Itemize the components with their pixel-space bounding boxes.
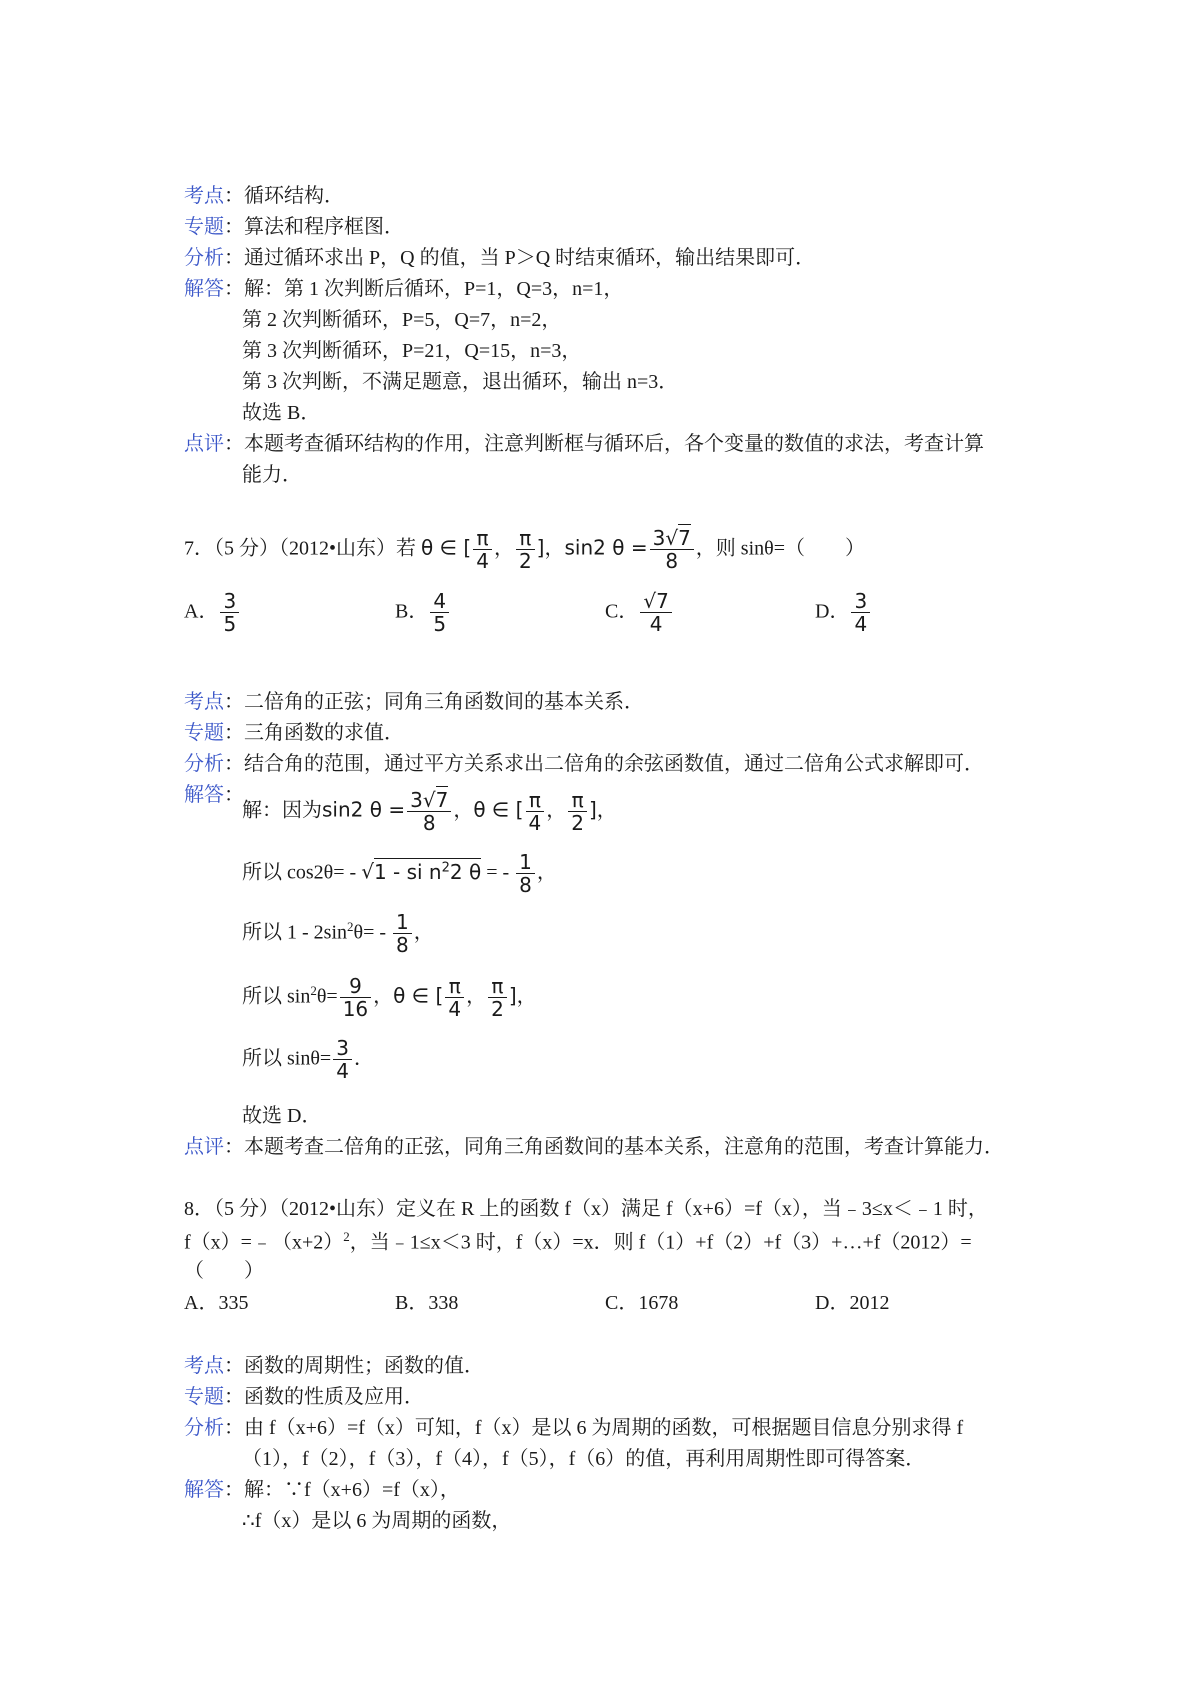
q7-jieda-line-4: 所以 $\sin^2\theta=$ $\frac{9}{16}$ ，θ ∈ [ $\frac{\pi}{4}$ ， $\frac{\pi}{2}$ ]，	[242, 974, 537, 1021]
q7-jieda-line-3: 所以 $1 - 2\sin^2\theta=$ - $\frac{1}{8}$ ，	[242, 910, 434, 957]
q8-kaodian-line: 考点：函数的周期性；函数的值．	[184, 1355, 484, 1377]
zhuanti-label: 专题	[184, 216, 224, 238]
q7-stem: 7．（5 分）（2012•山东）若 θ ∈ [ $\frac{\pi}{4}$ ， $\frac{\pi}{2}$ ]，sin2 θ = $\frac{3√7}{8}$ ，则 sinθ=（ ）	[184, 526, 865, 573]
q6-zhuanti-line: 专题：算法和程序框图．	[184, 216, 404, 238]
q8-option-c: C．1678	[605, 1292, 679, 1314]
q8-zhuanti-line: 专题：函数的性质及应用．	[184, 1386, 424, 1408]
q6-jieda-line-3: 第 3 次判断循环，P=21，Q=15，n=3，	[242, 340, 582, 362]
q8-fenxi-line-1: 分析：由 f（x+6）=f（x）可知，f（x）是以 6 为周期的函数，可根据题目信息分别求得 f	[184, 1417, 964, 1439]
q8-stem-line-1: 8．（5 分）（2012•山东）定义在 R 上的函数 f（x）满足 f（x+6）=f（x），当﹣3≤x＜﹣1 时，	[184, 1198, 988, 1220]
q6-kaodian-text: 循环结构．	[244, 185, 344, 207]
q6-jieda-line-1: 解答：解：第 1 次判断后循环，P=1，Q=3，n=1，	[184, 278, 624, 300]
dianping-label: 点评	[184, 433, 224, 455]
q7-kaodian-line: 考点：二倍角的正弦；同角三角函数间的基本关系．	[184, 691, 644, 713]
q7-option-d: D． $\frac{3}{4}$	[815, 591, 872, 635]
fraction-3sqrt7-8: $\frac{3√7}{8}$	[650, 528, 694, 572]
q7-dianping-line: 点评：本题考查二倍角的正弦，同角三角函数间的基本关系，注意角的范围，考查计算能力．	[184, 1136, 1004, 1158]
q8-stem-line-2: $f(x)=﹣(x+2)^2$，当﹣1≤x＜3 时，f（x）=x．则 f（1）+f（2）+f（3）+…+f（2012）=	[184, 1229, 972, 1254]
q6-jieda-line-4: 第 3 次判断，不满足题意，退出循环，输出 n=3．	[242, 371, 679, 393]
fenxi-label: 分析	[184, 247, 224, 269]
q6-dianping-line-2: 能力．	[242, 464, 302, 486]
q8-jieda-line-2: ∴f（x）是以 6 为周期的函数，	[242, 1510, 512, 1532]
q8-option-d: D．2012	[815, 1292, 890, 1314]
q7-zhuanti-line: 专题：三角函数的求值．	[184, 722, 404, 744]
q6-jieda-line-2: 第 2 次判断循环，P=5，Q=7，n=2，	[242, 309, 562, 331]
q8-stem-line-3: （ ）	[184, 1260, 264, 1282]
q7-option-a: A． $\frac{3}{5}$	[184, 591, 241, 635]
q6-zhuanti-text: 算法和程序框图．	[244, 216, 404, 238]
q7-jieda-line-5: 所以 sinθ= $\frac{3}{4}$ ．	[242, 1036, 374, 1083]
q7-jieda-line-1: 解：因为sin2 θ = $\frac{3√7}{8}$ ，θ ∈ [ $\frac{\pi}{4}$ ， $\frac{\pi}{2}$ ]，	[242, 788, 617, 835]
q6-jieda-line-5: 故选 B．	[242, 402, 321, 424]
q6-fenxi-text: 通过循环求出 P，Q 的值，当 P＞Q 时结束循环，输出结果即可．	[244, 247, 816, 269]
fraction-pi-2: $\frac{\pi}{2}$	[516, 528, 535, 572]
kaodian-label: 考点	[184, 185, 224, 207]
q8-option-b: B．338	[395, 1292, 459, 1314]
q6-fenxi-line: 分析：通过循环求出 P，Q 的值，当 P＞Q 时结束循环，输出结果即可．	[184, 247, 816, 269]
q8-option-a: A．335	[184, 1292, 249, 1314]
q7-option-c: C． $\frac{√7}{4}$	[605, 591, 674, 635]
q7-option-b: B． $\frac{4}{5}$	[395, 591, 451, 635]
q7-jieda-line-2: 所以 cos2θ= - √1 - si $n^22$ θ = - $\frac{1}{8}$ ，	[242, 850, 557, 897]
q7-fenxi-line: 分析：结合角的范围，通过平方关系求出二倍角的余弦函数值，通过二倍角公式求解即可．	[184, 753, 984, 775]
q6-dianping-line-1: 点评：本题考查循环结构的作用，注意判断框与循环后，各个变量的数值的求法，考查计算	[184, 433, 984, 455]
q8-fenxi-line-2: （1），f（2），f（3），f（4），f（5），f（6）的值，再利用周期性即可得答案．	[242, 1448, 926, 1470]
fraction-pi-4: $\frac{\pi}{4}$	[473, 528, 492, 572]
q8-jieda-line-1: 解答：解：∵f（x+6）=f（x），	[184, 1479, 460, 1501]
q7-jieda-label-line: 解答：	[184, 784, 244, 806]
jieda-label: 解答	[184, 278, 224, 300]
q6-kaodian-line: 考点：循环结构．	[184, 185, 344, 207]
q7-jieda-line-6: 故选 D．	[242, 1105, 322, 1127]
sqrt-symbol: √	[665, 526, 679, 550]
